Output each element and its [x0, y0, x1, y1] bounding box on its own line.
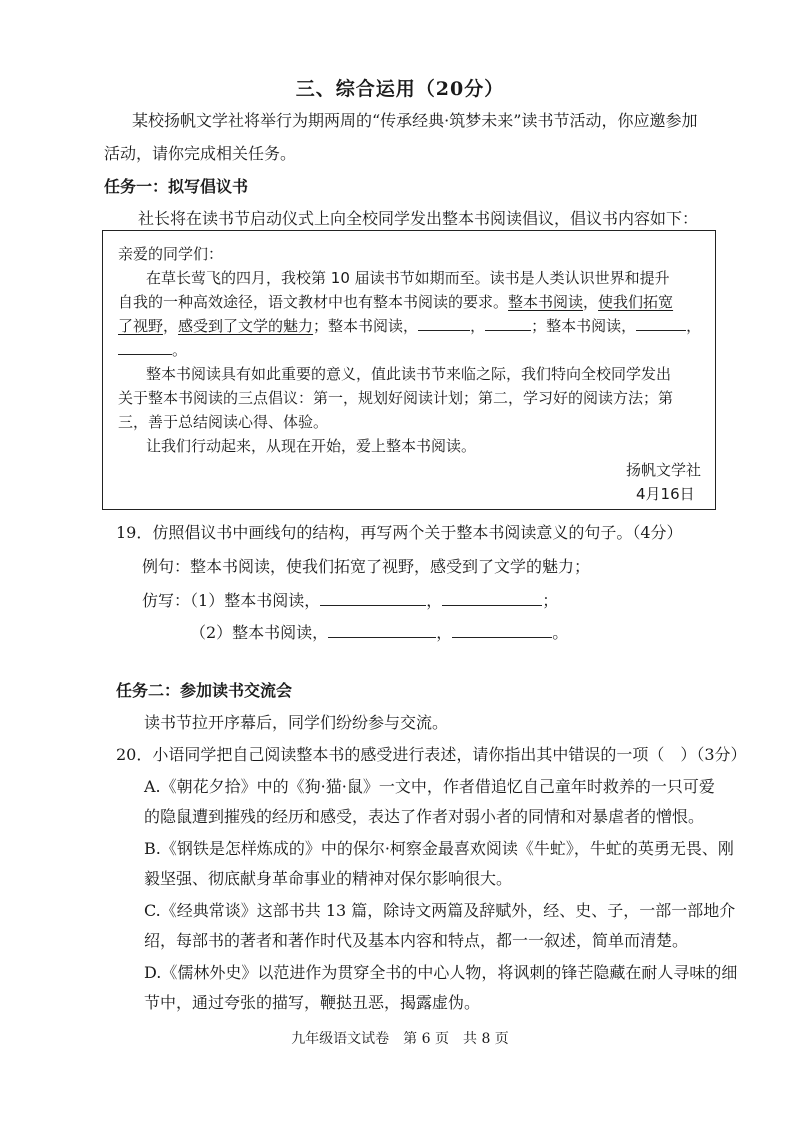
page-footer: 九年级语文试卷 第 6 页 共 8 页	[291, 1031, 509, 1047]
section-title: 三、综合运用（20分）	[295, 78, 505, 100]
task1-heading: 任务一：拟写倡议书	[104, 177, 249, 196]
answer-blank[interactable]	[320, 591, 426, 606]
q19-item-1	[142, 590, 558, 612]
q19-item-2	[190, 622, 568, 644]
answer-blank[interactable]	[636, 316, 686, 331]
punct: ，	[436, 623, 453, 642]
answer-blank[interactable]	[328, 623, 436, 638]
answer-blank[interactable]	[485, 316, 531, 331]
answer-blank[interactable]	[442, 591, 542, 606]
intro-line-1: 某校扬帆文学社将举行为期两周的“传承经典·筑梦未来”读书节活动，你应邀参加	[132, 111, 698, 130]
q19-example: 例句：整本书阅读，使我们拓宽了视野，感受到了文学的魅力；	[142, 557, 591, 576]
proposal-date: 4月16日	[636, 485, 695, 503]
underlined-sentence-part: 了视野	[118, 317, 164, 335]
underlined-sentence-part: 感受到了文学的魅力	[178, 317, 314, 335]
intro-line-2: 活动，请你完成相关任务。	[104, 144, 297, 163]
underlined-sentence-part: 整本书阅读	[508, 293, 584, 311]
answer-blank[interactable]	[418, 316, 470, 331]
punct: ，	[426, 591, 443, 610]
task2-description: 读书节拉开序幕后，同学们纷纷参与交流。	[144, 713, 449, 732]
q20-option-b-line1: B.《钢铁是怎样炼成的》中的保尔·柯察金最喜欢阅读《牛虻》，牛虻的英勇无畏、刚	[144, 839, 734, 858]
q20-option-a-line2: 的隐鼠遭到摧残的经历和感受，表达了作者对弱小者的同情和对暴虐者的憎恨。	[144, 807, 705, 826]
punct: 。	[552, 623, 569, 642]
proposal-p3: 让我们行动起来，从现在开始，爱上整本书阅读。	[146, 437, 477, 455]
proposal-p2-line2: 关于整本书阅读的三点倡议：第一，规划好阅读计划；第二，学习好的阅读方法；第	[118, 389, 674, 407]
proposal-greeting: 亲爱的同学们：	[118, 245, 224, 263]
proposal-text: ，	[686, 317, 702, 335]
proposal-text: ，	[470, 317, 486, 335]
q20-option-b-line2: 毅坚强、彻底献身革命事业的精神对保尔影响很大。	[144, 869, 513, 888]
proposal-text: 自我的一种高效途径，语文教材中也有整本书阅读的要求。	[118, 293, 509, 311]
proposal-p1-line2	[118, 292, 673, 312]
q19-stem: 19．仿照倡议书中画线句的结构，再写两个关于整本书阅读意义的句子。（4分）	[116, 523, 683, 542]
punct: ；	[542, 591, 559, 610]
q20-option-c-line1: C.《经典常谈》这部书共 13 篇，除诗文两篇及辞赋外，经、史、子，一部一部地介	[144, 901, 736, 920]
proposal-text: ，	[163, 317, 179, 335]
proposal-text: ，	[583, 293, 599, 311]
q20-option-a-line1: A.《朝花夕拾》中的《狗·猫·鼠》一文中，作者借追忆自己童年时救养的一只可爱	[144, 777, 715, 796]
q20-stem: 20．小语同学把自己阅读整本书的感受进行表述，请你指出其中错误的一项（ ）（3分）	[116, 745, 747, 764]
imitate-label: 仿写：	[142, 591, 191, 610]
underlined-sentence-part: 使我们拓宽	[598, 293, 674, 311]
proposal-p1-line1: 在草长莺飞的四月，我校第 10 届读书节如期而至。读书是人类认识世界和提升	[146, 269, 670, 287]
q20-option-d-line1: D.《儒林外史》以范进作为贯穿全书的中心人物，将讽刺的锋芒隐藏在耐人寻味的细	[144, 963, 738, 982]
proposal-text: ；整本书阅读，	[531, 317, 637, 335]
proposal-p1-line4	[118, 340, 187, 360]
proposal-text: 。	[172, 341, 188, 359]
proposal-text: ；整本书阅读，	[313, 317, 419, 335]
q20-option-c-line2: 绍，每部书的著者和著作时代及基本内容和特点，都一一叙述，简单而清楚。	[144, 931, 689, 950]
task1-description: 社长将在读书节启动仪式上向全校同学发出整本书阅读倡议，倡议书内容如下：	[138, 209, 699, 228]
proposal-signature: 扬帆文学社	[626, 461, 702, 479]
task2-heading: 任务二：参加读书交流会	[116, 681, 293, 700]
item-text: （1）整本书阅读，	[190, 591, 321, 610]
answer-blank[interactable]	[452, 623, 552, 638]
proposal-p2-line1: 整本书阅读具有如此重要的意义，值此读书节来临之际，我们特向全校同学发出	[146, 365, 672, 383]
item-text: （2）整本书阅读，	[190, 623, 329, 642]
proposal-p1-line3	[118, 316, 701, 336]
proposal-p2-line3: 三，善于总结阅读心得、体验。	[118, 413, 329, 431]
q20-option-d-line2: 节中，通过夸张的描写，鞭挞丑恶，揭露虚伪。	[144, 993, 481, 1012]
answer-blank[interactable]	[118, 340, 172, 355]
